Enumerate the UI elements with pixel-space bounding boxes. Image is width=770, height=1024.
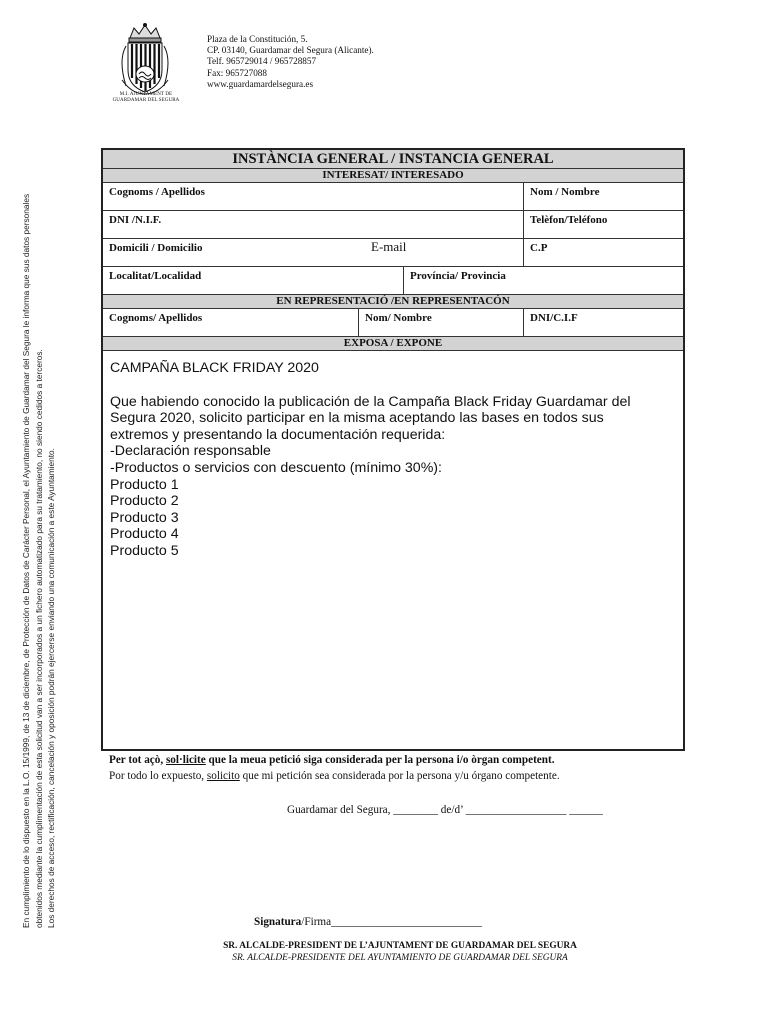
request-statement-valencian	[109, 754, 555, 766]
domicilio-field[interactable]	[103, 239, 365, 266]
statement-text: que mi petición sea considerada por la persona y/u órgano competente.	[239, 770, 560, 782]
form-row-apellidos	[103, 183, 683, 211]
product-line: Producto 2	[110, 493, 179, 510]
localidad-label: Localitat/Localidad	[109, 270, 202, 282]
campaign-title: CAMPAÑA BLACK FRIDAY 2020	[110, 360, 319, 376]
dni-label: DNI /N.I.F.	[109, 214, 162, 226]
request-statement-spanish	[109, 770, 560, 782]
data-protection-notice	[20, 168, 58, 928]
form-row-dni	[103, 211, 683, 239]
address-line: Telf. 965729014 / 965728857	[207, 56, 317, 67]
logo-caption	[104, 92, 188, 104]
telefono-field[interactable]	[523, 211, 683, 238]
nombre-field[interactable]	[523, 183, 683, 210]
website-link[interactable]: www.guardamardelsegura.es	[207, 78, 314, 89]
logo-caption-line: GUARDAMAR DEL SEGURA	[112, 98, 180, 103]
notice-line: En cumplimiento de lo dispuesto en la L.O. 15/1999, de 13 de diciembre, de Protección de Datos de Carácter Personal, el Ayuntamiento de Guardamar del Segura le informa que sus datos personales	[21, 193, 31, 928]
statement-text: que la meua petició siga considerada per la persona i/o òrgan competent.	[205, 754, 555, 766]
cp-label: C.P	[530, 242, 548, 254]
form-row-representacion	[103, 309, 683, 337]
provincia-label: Província/ Provincia	[410, 270, 506, 282]
product-line: Producto 5	[110, 542, 179, 559]
rep-dni-label: DNI/C.I.F	[530, 312, 578, 324]
notice-line: obtenidos mediante la cumplimentación de esta solicitud van a ser incorporados a un fichero automatizado para su tratamiento, no siendo cedidos a terceros.	[33, 349, 44, 928]
dni-field[interactable]	[103, 211, 523, 238]
interesado-header: INTERESAT/ INTERESADO	[103, 169, 683, 183]
signature-field: /Firma___________________________	[301, 916, 483, 928]
expone-line: -Declaración responsable	[110, 443, 271, 460]
product-line: Producto 3	[110, 509, 179, 526]
email-field[interactable]	[365, 239, 523, 266]
product-line: Producto 4	[110, 526, 179, 543]
domicilio-label: Domicili / Domicilio	[109, 242, 203, 254]
logo-caption-line: M.I. AJUNTAMENT DE	[119, 92, 173, 97]
form-row-domicilio	[103, 239, 683, 267]
localidad-field[interactable]	[103, 267, 403, 294]
statement-verb: solicito	[206, 770, 240, 782]
expone-line: -Productos o servicios con descuento (mínimo 30%):	[110, 459, 442, 476]
address-line: Fax: 965727088	[207, 67, 267, 78]
rep-apellidos-field[interactable]	[103, 309, 358, 336]
provincia-field[interactable]	[403, 267, 683, 294]
email-label: E-mail	[371, 239, 407, 254]
statement-text: Por todo lo expuesto,	[109, 770, 207, 782]
telefono-label: Telèfon/Teléfono	[530, 214, 608, 226]
apellidos-field[interactable]	[103, 183, 523, 210]
addressee-valencian: SR. ALCALDE-PRESIDENT DE L’AJUNTAMENT DE GUARDAMAR DEL SEGURA	[223, 941, 577, 951]
instance-form	[101, 148, 685, 751]
cp-field[interactable]	[523, 239, 683, 266]
form-title: INSTÀNCIA GENERAL / INSTANCIA GENERAL	[103, 150, 683, 169]
expone-line: extremos y presentando la documentación requerida:	[110, 426, 446, 443]
expone-line: Que habiendo conocido la publicación de la Campaña Black Friday Guardamar del	[110, 393, 631, 410]
representacion-header: EN REPRESENTACIÓ /EN REPRESENTACÓN	[103, 295, 683, 309]
nombre-label: Nom / Nombre	[530, 186, 600, 198]
rep-nombre-field[interactable]	[358, 309, 523, 336]
form-row-localidad	[103, 267, 683, 295]
expone-header: EXPOSA / EXPONE	[103, 337, 683, 351]
address-line: CP. 03140, Guardamar del Segura (Alicante).	[207, 45, 374, 56]
rep-nombre-label: Nom/ Nombre	[365, 312, 432, 324]
addressee-spanish: SR. ALCALDE-PRESIDENTE DEL AYUNTAMIENTO DE GUARDAMAR DEL SEGURA	[232, 953, 568, 963]
signature-label: Signatura	[254, 916, 302, 928]
statement-text: Per tot açò,	[109, 754, 166, 766]
apellidos-label: Cognoms / Apellidos	[109, 186, 205, 198]
statement-verb: sol·licite	[165, 754, 206, 766]
signature-line[interactable]	[254, 916, 482, 928]
rep-apellidos-label: Cognoms/ Apellidos	[109, 312, 203, 324]
rep-dni-field[interactable]	[523, 309, 683, 336]
product-line: Producto 1	[110, 476, 179, 493]
notice-line: Los derechos de acceso, rectificación, cancelación y oposición podrán ejercerse enviando una comunicación a este Ayuntamiento.	[46, 448, 56, 928]
address-block	[207, 34, 374, 90]
expone-text[interactable]	[110, 360, 682, 560]
address-line: Plaza de la Constitución, 5.	[207, 34, 308, 44]
expone-line: Segura 2020, solicito participar en la misma aceptando las bases en todos sus	[110, 410, 604, 427]
place-date-line[interactable]: Guardamar del Segura, ________ de/d’ __________________ ______	[287, 804, 603, 816]
